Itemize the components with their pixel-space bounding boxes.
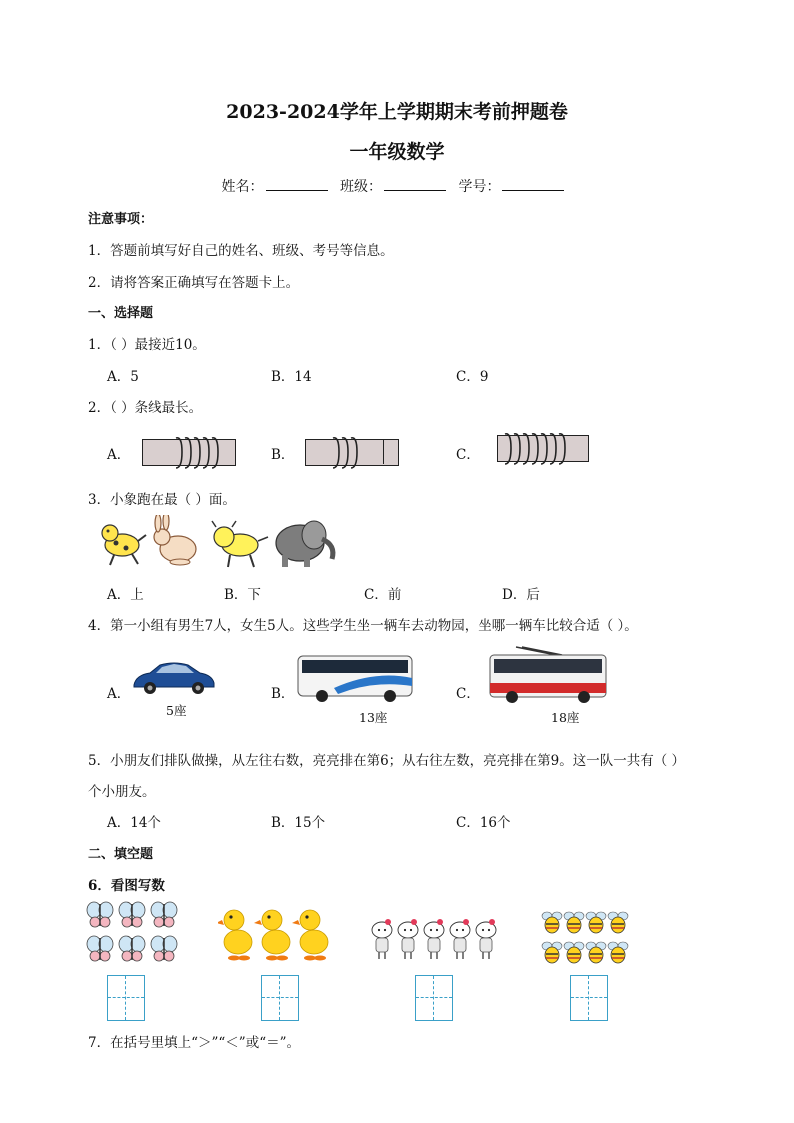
coil-a — [170, 432, 226, 472]
id-label: 学号： — [458, 179, 501, 195]
bee-icon — [564, 942, 584, 963]
bus-18-image — [486, 645, 610, 707]
butterflies-group — [86, 898, 182, 968]
q2-option-b[interactable]: B． — [271, 447, 295, 463]
bus-13-image — [294, 650, 416, 706]
section2-heading: 二、填空题 — [88, 847, 154, 862]
bee-icon — [586, 912, 606, 933]
q7-text: 7．在括号里填上“＞”“＜”或“＝”。 — [88, 1035, 300, 1051]
kitty-icon — [476, 919, 496, 959]
answer-box-4[interactable] — [570, 975, 608, 1021]
notes-heading: 注意事项： — [88, 212, 154, 227]
butterfly-icon — [87, 936, 113, 961]
bee-icon — [542, 942, 562, 963]
q4-option-a[interactable]: A． — [107, 686, 131, 702]
animals-illustration — [100, 515, 340, 571]
q4-text: 4．第一小组有男生7人，女生5人。这些学生坐一辆车去动物园，坐哪一辆车比较合适（ ）。 — [88, 618, 638, 634]
q2-option-a[interactable]: A． — [107, 447, 131, 463]
q5-option-a[interactable]: A．14个 — [107, 815, 161, 831]
q5-text-line1: 5．小朋友们排队做操，从左往右数，亮亮排在第6；从右往左数，亮亮排在第9。这一队一共有（ ） — [88, 753, 686, 769]
q2-text: 2．（ ）条线最长。 — [88, 400, 203, 416]
butterfly-icon — [151, 936, 177, 961]
butterfly-icon — [119, 902, 145, 927]
q5-option-b[interactable]: B．15个 — [271, 815, 326, 831]
coil-loop — [532, 434, 538, 464]
kitty-icon — [450, 919, 470, 959]
bee-icon — [542, 912, 562, 933]
answer-box-2[interactable] — [261, 975, 299, 1021]
q3-option-c[interactable]: C．前 — [364, 587, 402, 603]
bees-group — [540, 908, 630, 972]
dog-image — [102, 525, 146, 565]
q5-text-line2: 个小朋友。 — [88, 784, 156, 800]
q3-option-a[interactable]: A．上 — [107, 587, 144, 603]
bus-18-capacity: 18座 — [551, 710, 580, 725]
kitty-icon — [398, 919, 418, 959]
name-blank[interactable] — [266, 178, 328, 191]
id-blank[interactable] — [502, 178, 564, 191]
class-blank[interactable] — [384, 178, 446, 191]
note-item-2: 2．请将答案正确填写在答题卡上。 — [88, 275, 300, 291]
butterfly-icon — [87, 902, 113, 927]
q1-option-b[interactable]: B．14 — [271, 369, 312, 385]
q4-option-c[interactable]: C． — [456, 686, 480, 702]
coil-loop — [212, 438, 218, 468]
butterfly-icon — [151, 902, 177, 927]
kitty-icon — [424, 919, 444, 959]
ducklings-group — [218, 906, 330, 964]
answer-box-1[interactable] — [107, 975, 145, 1021]
bus-13-capacity: 13座 — [359, 710, 388, 725]
coil-loop — [333, 438, 339, 468]
coil-loop — [559, 434, 565, 464]
q6-text: 6．看图写数 — [88, 878, 165, 894]
coil-loop — [541, 434, 547, 464]
coil-loop — [351, 438, 357, 468]
note-item-1: 1．答题前填写好自己的姓名、班级、考号等信息。 — [88, 243, 394, 259]
coil-loop — [194, 438, 200, 468]
student-info-row — [0, 176, 794, 196]
kitty-icon — [372, 919, 392, 959]
coil-c — [499, 428, 579, 468]
bee-icon — [564, 912, 584, 933]
q2-option-c[interactable]: C． — [456, 447, 480, 463]
name-label: 姓名： — [221, 179, 264, 195]
coil-loop — [514, 434, 520, 464]
coil-b — [327, 432, 367, 472]
coil-loop — [550, 434, 556, 464]
bee-icon — [586, 942, 606, 963]
calf-image — [212, 521, 268, 567]
duckling-icon — [292, 910, 328, 961]
exam-title: 2023-2024学年上学期期末考前押题卷 — [226, 101, 568, 123]
coil-loop — [342, 438, 348, 468]
q3-option-b[interactable]: B．下 — [224, 587, 261, 603]
bee-icon — [608, 942, 628, 963]
class-label: 班级： — [340, 179, 382, 195]
q3-option-d[interactable]: D．后 — [502, 587, 540, 603]
coil-loop — [185, 438, 191, 468]
q3-text: 3．小象跑在最（ ）面。 — [88, 492, 236, 508]
q4-option-b[interactable]: B． — [271, 686, 295, 702]
duckling-icon — [218, 910, 252, 961]
car-image — [130, 655, 216, 697]
section1-heading: 一、选择题 — [88, 306, 154, 321]
car-capacity: 5座 — [166, 703, 187, 718]
coil-loop — [523, 434, 529, 464]
kitties-group — [370, 916, 500, 962]
coil-loop — [176, 438, 182, 468]
q1-text: 1．（ ）最接近10。 — [88, 337, 206, 353]
q1-option-a[interactable]: A．5 — [107, 369, 139, 385]
butterfly-icon — [119, 936, 145, 961]
duckling-icon — [254, 910, 290, 961]
q1-option-c[interactable]: C．9 — [456, 369, 489, 385]
rabbit-image — [154, 515, 196, 565]
elephant-image — [276, 521, 333, 567]
wire-bar-b-divider — [383, 440, 384, 464]
coil-loop — [203, 438, 209, 468]
answer-box-3[interactable] — [415, 975, 453, 1021]
coil-loop — [505, 434, 511, 464]
exam-subtitle: 一年级数学 — [349, 141, 445, 163]
bee-icon — [608, 912, 628, 933]
q5-option-c[interactable]: C．16个 — [456, 815, 511, 831]
